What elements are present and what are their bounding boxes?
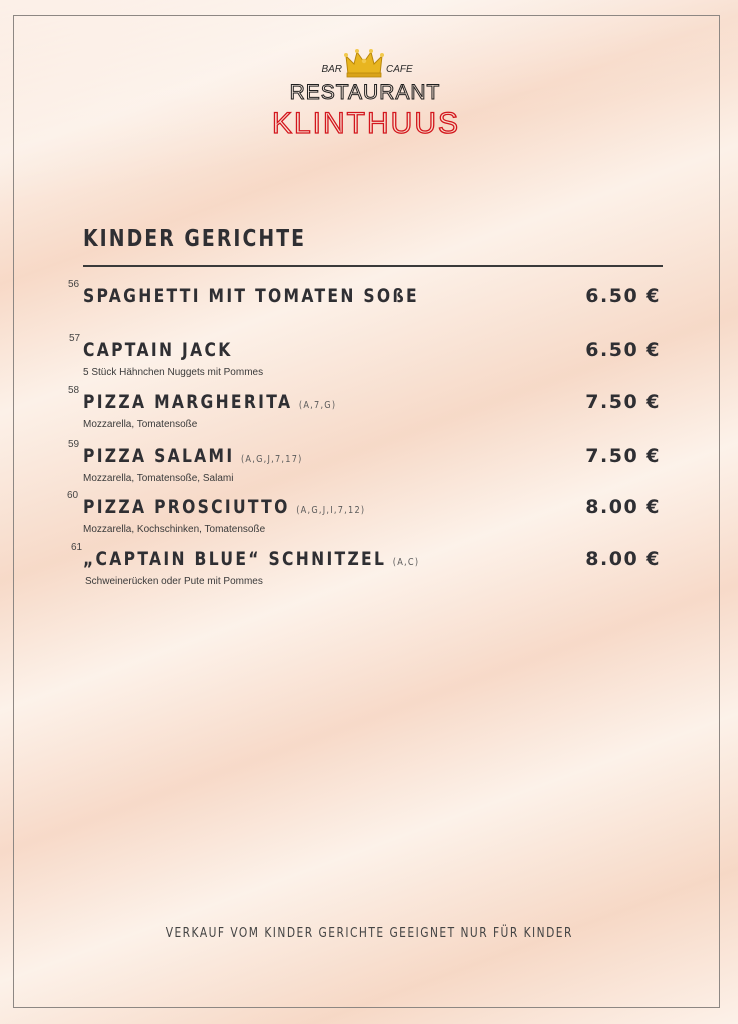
item-description: Mozzarella, Kochschinken, Tomatensoße [83,524,266,535]
item-title [83,339,239,361]
item-name: SPAGHETTI MIT TOMATEN SOßE [83,285,419,307]
item-name: CAPTAIN JACK [83,339,233,361]
menu-item [0,279,738,325]
item-allergens: (A,7,G) [298,400,337,411]
brand-line-name: KLINTHUUS [271,107,461,140]
item-name: PIZZA PROSCIUTTO [83,496,290,518]
item-price: 8.00 € [585,548,661,570]
menu-item [0,385,738,431]
item-title [83,445,303,467]
item-allergens: (A,G,J,I,7,12) [296,505,366,516]
item-description: Mozzarella, Tomatensoße [83,419,198,430]
restaurant-logo [0,0,738,150]
footer-note-text: VERKAUF VOM KINDER GERICHTE GEEIGNET NUR FÜR KINDER [165,926,573,941]
item-title [83,285,425,307]
section-title: KINDER GERICHTE [83,226,307,252]
item-description: Schweinerücken oder Pute mit Pommes [85,576,263,587]
menu-item [0,542,738,588]
item-price: 6.50 € [585,339,661,361]
section-divider [83,265,663,267]
item-number: 60 [67,490,79,501]
item-number: 61 [71,542,83,553]
crown-icon [344,49,384,77]
item-number: 57 [69,333,81,344]
item-number: 59 [68,439,80,450]
item-title [83,391,336,413]
item-allergens: (A,G,J,7,17) [240,454,303,465]
item-name: PIZZA SALAMI [83,445,235,467]
menu-item [0,333,738,379]
item-name: PIZZA MARGHERITA [83,391,293,413]
brand-line-restaurant: RESTAURANT [289,81,441,104]
menu-item [0,439,738,485]
item-name: „CAPTAIN BLUE“ SCHNITZEL [83,548,387,570]
brand-tag-left: BAR [321,64,342,75]
item-title [83,496,365,518]
item-number: 56 [68,279,80,290]
item-title [83,548,419,570]
item-price: 6.50 € [585,285,661,307]
item-description: 5 Stück Hähnchen Nuggets mit Pommes [83,367,264,378]
item-allergens: (A,C) [392,557,420,568]
menu-item [0,490,738,536]
item-number: 58 [68,385,80,396]
item-price: 8.00 € [585,496,661,518]
footer-note [0,926,738,941]
item-description: Mozzarella, Tomatensoße, Salami [83,473,234,484]
brand-tag-right: CAFE [386,64,413,75]
item-price: 7.50 € [585,445,661,467]
item-price: 7.50 € [585,391,661,413]
